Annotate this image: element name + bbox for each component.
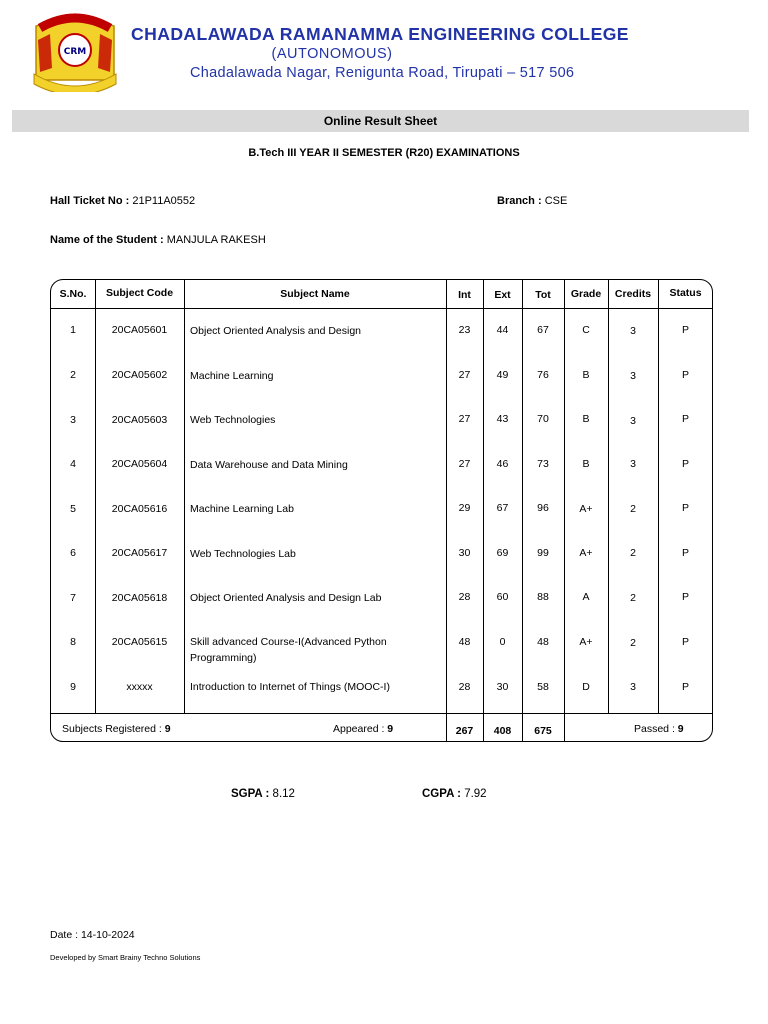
branch-label: Branch : (497, 195, 542, 207)
subjects-appeared-label: Appeared : (333, 723, 385, 735)
table-cell-tot: 76 (537, 369, 549, 381)
table-cell-ext: 60 (496, 591, 509, 603)
table-cell-sno: 4 (70, 458, 76, 470)
table-cell-int: 23 (458, 324, 471, 336)
table-cell-ext: 0 (499, 636, 506, 648)
subjects-appeared-value: 9 (387, 723, 394, 735)
table-cell-status: P (681, 413, 689, 425)
table-cell-code: 20CA05617 (111, 547, 168, 559)
table-cell-int: 28 (458, 681, 471, 693)
table-cell-ext: 44 (496, 324, 509, 336)
table-cell-credits: 3 (630, 681, 636, 693)
column-header-ext: Ext (494, 289, 511, 301)
total-grand: 675 (534, 725, 552, 737)
sgpa (231, 788, 295, 800)
hall-ticket-value: 21P11A0552 (132, 195, 196, 207)
date-value: 14-10-2024 (80, 929, 135, 941)
table-cell-sno: 6 (70, 547, 76, 559)
table-cell-subject: Machine Learning Lab (190, 503, 294, 515)
table-cell-code: 20CA05618 (111, 592, 168, 604)
column-header-int: Int (458, 289, 471, 301)
table-cell-sno: 3 (70, 414, 76, 426)
table-cell-credits: 3 (630, 458, 636, 470)
table-cell-subject: Machine Learning (190, 370, 274, 382)
student-name-value: MANJULA RAKESH (166, 234, 266, 246)
table-cell-code: 20CA05603 (111, 414, 168, 426)
column-divider (184, 280, 185, 713)
table-cell-tot: 58 (537, 681, 549, 693)
table-cell-ext: 43 (496, 413, 509, 425)
table-cell-subject: Web Technologies Lab (190, 548, 296, 560)
table-cell-status: P (681, 502, 689, 514)
table-cell-int: 27 (458, 458, 471, 470)
table-cell-int: 30 (458, 547, 471, 559)
college-name: CHADALAWADA RAMANAMMA ENGINEERING COLLEGE (131, 24, 629, 44)
table-cell-status: P (681, 636, 689, 648)
table-cell-tot: 70 (537, 413, 549, 425)
table-cell-status: P (681, 369, 689, 381)
table-cell-credits: 2 (630, 637, 636, 649)
table-cell-subject: Skill advanced Course-I(Advanced Python Programming) (190, 636, 387, 664)
header-divider (51, 308, 712, 309)
table-cell-sno: 7 (70, 592, 76, 604)
table-cell-tot: 73 (537, 458, 549, 470)
table-cell-code: 20CA05616 (111, 503, 168, 515)
column-header-name: Subject Name (280, 288, 350, 300)
table-cell-grade: A+ (579, 503, 593, 515)
student-name-row (50, 234, 266, 246)
table-cell-int: 48 (458, 636, 471, 648)
table-cell-code: 20CA05602 (111, 369, 168, 381)
sheet-title-banner: Online Result Sheet (12, 110, 749, 132)
table-cell-grade: A+ (579, 636, 593, 648)
table-cell-credits: 3 (630, 370, 636, 382)
table-cell-ext: 69 (496, 547, 509, 559)
column-header-status: Status (669, 287, 702, 299)
table-cell-tot: 88 (537, 591, 549, 603)
table-cell-subject: Web Technologies (190, 414, 276, 426)
table-cell-tot: 67 (537, 324, 549, 336)
table-cell-ext: 49 (496, 369, 509, 381)
table-cell-sno: 8 (70, 636, 76, 648)
branch-row (497, 195, 567, 207)
student-name-label: Name of the Student : (50, 234, 164, 246)
table-cell-tot: 48 (537, 636, 549, 648)
table-cell-int: 28 (458, 591, 471, 603)
developer-credit: Developed by Smart Brainy Techno Solutions (50, 953, 201, 962)
table-cell-int: 27 (458, 369, 471, 381)
college-logo-icon (30, 10, 120, 92)
table-cell-grade: A (582, 591, 590, 603)
subjects-appeared (333, 723, 393, 735)
table-cell-status: P (681, 547, 689, 559)
cgpa-label: CGPA : (422, 788, 461, 800)
column-divider (658, 280, 659, 713)
table-cell-ext: 67 (496, 502, 509, 514)
table-cell-ext: 30 (496, 681, 509, 693)
table-cell-subject: Object Oriented Analysis and Design Lab (190, 592, 382, 604)
subjects-registered-value: 9 (164, 723, 171, 735)
subjects-passed (634, 723, 684, 735)
subjects-passed-value: 9 (677, 723, 684, 735)
table-cell-credits: 2 (630, 592, 636, 604)
subjects-passed-label: Passed : (634, 723, 675, 735)
college-autonomous-label: (AUTONOMOUS) (271, 46, 393, 62)
table-cell-subject: Data Warehouse and Data Mining (190, 459, 348, 471)
table-cell-sno: 2 (70, 369, 76, 381)
subjects-registered-label: Subjects Registered : (62, 723, 162, 735)
table-cell-grade: C (582, 324, 590, 336)
hall-ticket-row (50, 195, 195, 207)
table-cell-status: P (681, 458, 689, 470)
table-cell-grade: D (582, 681, 590, 693)
subjects-registered (62, 723, 171, 735)
total-int: 267 (455, 725, 474, 737)
table-cell-grade: A+ (579, 547, 593, 559)
branch-value: CSE (544, 195, 568, 207)
table-cell-credits: 2 (630, 503, 636, 515)
table-cell-credits: 3 (630, 325, 636, 337)
footer-divider (51, 713, 712, 714)
result-table (50, 279, 713, 742)
table-cell-int: 29 (458, 502, 471, 514)
svg-text:CRM: CRM (63, 47, 87, 57)
table-cell-credits: 3 (630, 415, 636, 427)
table-cell-sno: 9 (70, 681, 76, 693)
table-cell-code: 20CA05615 (111, 636, 168, 648)
college-address: Chadalawada Nagar, Renigunta Road, Tirupati – 517 506 (190, 65, 575, 81)
table-cell-sno: 5 (70, 503, 76, 515)
column-header-tot: Tot (535, 289, 551, 301)
table-cell-status: P (681, 681, 689, 693)
column-divider (95, 280, 96, 713)
sgpa-value: 8.12 (272, 788, 295, 800)
college-header (30, 10, 735, 98)
table-cell-code: 20CA05601 (111, 324, 168, 336)
issue-date (50, 929, 135, 941)
table-cell-int: 27 (458, 413, 471, 425)
table-cell-status: P (681, 591, 689, 603)
table-cell-tot: 99 (537, 547, 549, 559)
cgpa (422, 788, 487, 800)
column-header-credits: Credits (614, 288, 652, 300)
table-cell-sno: 1 (70, 324, 76, 336)
total-ext: 408 (493, 725, 512, 737)
column-header-code: Subject Code (105, 287, 174, 299)
cgpa-value: 7.92 (464, 788, 487, 800)
table-cell-code: 20CA05604 (111, 458, 168, 470)
table-cell-status: P (681, 324, 689, 336)
table-cell-credits: 2 (630, 547, 636, 559)
table-cell-grade: B (582, 413, 590, 425)
hall-ticket-label: Hall Ticket No : (50, 195, 130, 207)
table-cell-subject: Introduction to Internet of Things (MOOC-I) (190, 681, 390, 693)
sgpa-label: SGPA : (231, 788, 270, 800)
table-cell-grade: B (582, 369, 590, 381)
exam-title: B.Tech III YEAR II SEMESTER (R20) EXAMINATIONS (248, 147, 520, 159)
date-label: Date : (50, 929, 79, 941)
table-cell-code: xxxxx (126, 681, 153, 693)
column-header-sno: S.No. (59, 288, 87, 300)
table-cell-subject: Object Oriented Analysis and Design (190, 325, 362, 337)
table-cell-ext: 46 (496, 458, 509, 470)
column-header-grade: Grade (570, 288, 602, 300)
table-cell-grade: B (582, 458, 590, 470)
table-cell-tot: 96 (537, 502, 549, 514)
